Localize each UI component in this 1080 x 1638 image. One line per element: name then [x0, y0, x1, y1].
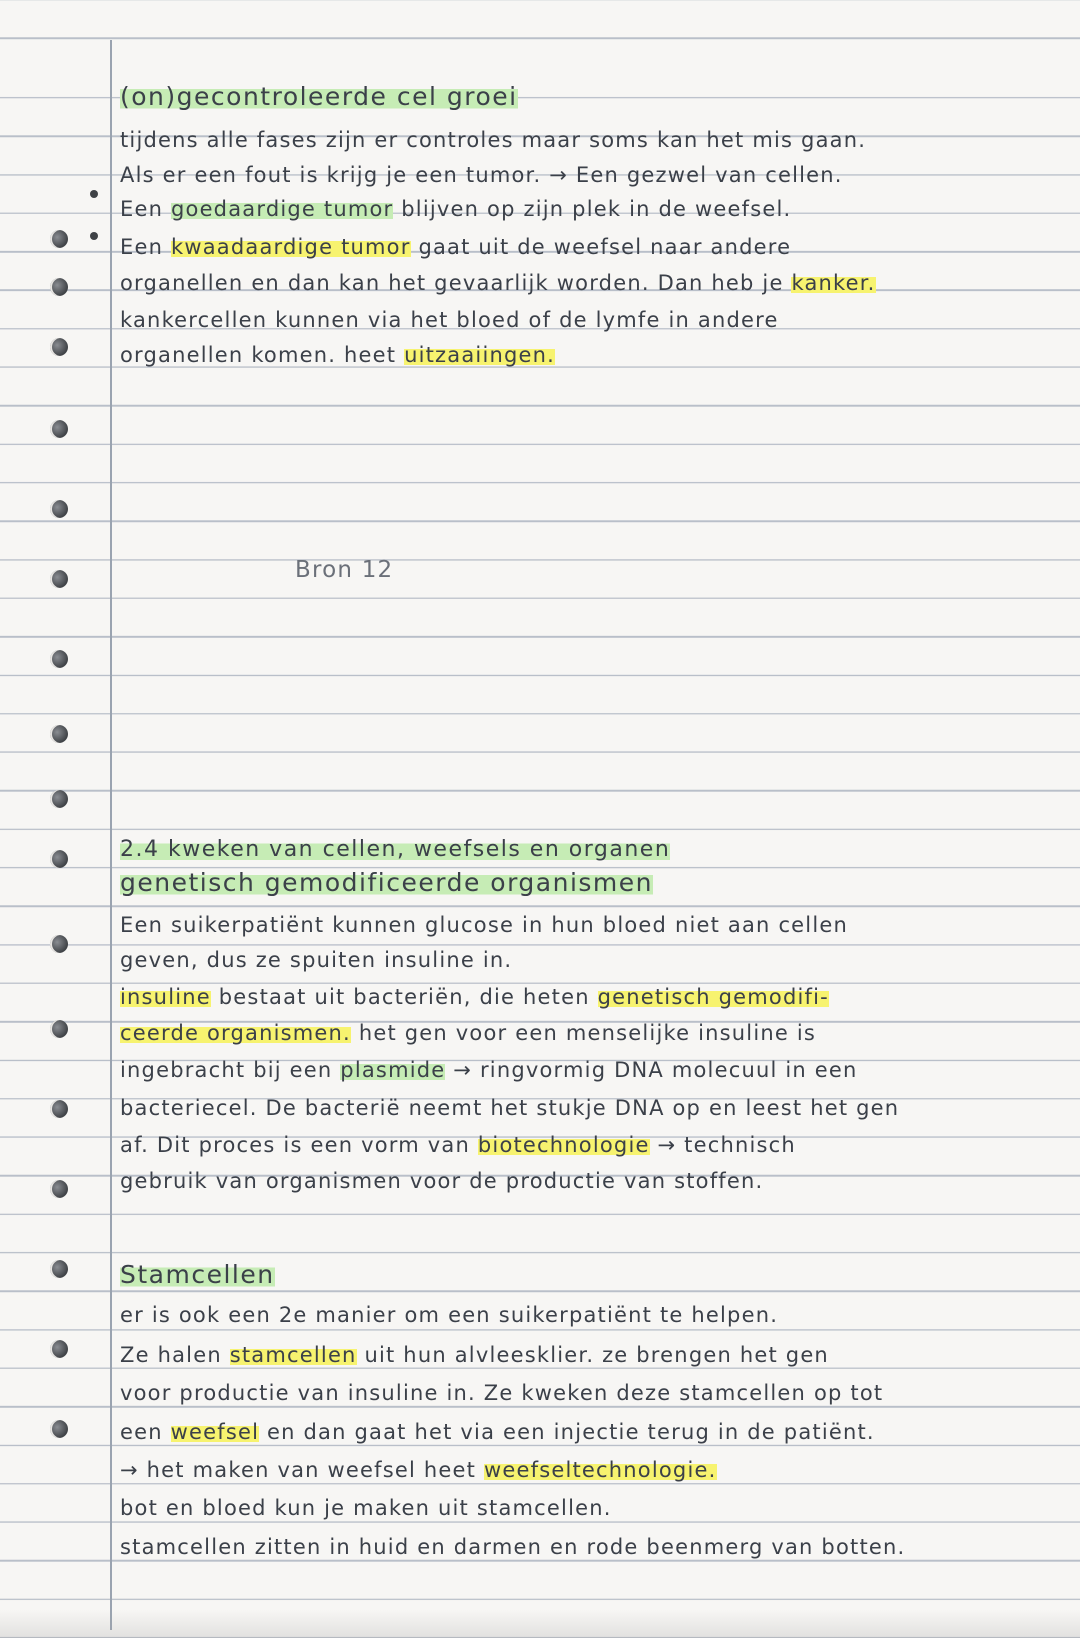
text-line: een weefsel en dan gaat het via een injectie terug in de patiënt.	[120, 1420, 875, 1444]
binder-hole	[50, 338, 68, 356]
text-line: stamcellen zitten in huid en darmen en rode beenmerg van botten.	[120, 1535, 906, 1559]
highlight-term: weefseltechnologie.	[483, 1458, 717, 1482]
text-line: af. Dit proces is een vorm van biotechnologie → technisch	[120, 1133, 796, 1157]
text-line: Een kwaadaardige tumor gaat uit de weefsel naar andere	[120, 235, 792, 259]
binder-hole	[50, 650, 68, 668]
text-line: → het maken van weefsel heet weefseltechnologie.	[120, 1458, 717, 1482]
binder-hole	[50, 230, 68, 248]
text-line: ingebracht bij een plasmide → ringvormig DNA molecuul in een	[120, 1058, 858, 1082]
bullet-dot	[90, 232, 98, 240]
binder-holes	[36, 230, 76, 1610]
text-line: gebruik van organismen voor de productie van stoffen.	[120, 1169, 764, 1193]
binder-hole	[50, 500, 68, 518]
text-line: Een goedaardige tumor blijven op zijn plek in de weefsel.	[120, 197, 792, 221]
binder-hole	[50, 1420, 68, 1438]
binder-hole	[50, 725, 68, 743]
binder-hole	[50, 570, 68, 588]
text-line: organellen en dan kan het gevaarlijk worden. Dan heb je kanker.	[120, 271, 876, 295]
binder-hole	[50, 420, 68, 438]
heading-gmo: genetisch gemodificeerde organismen	[120, 868, 654, 897]
highlight-term: plasmide	[340, 1058, 446, 1082]
bullet-dot	[90, 190, 98, 198]
binder-hole	[50, 278, 68, 296]
text-line: tijdens alle fases zijn er controles maar soms kan het mis gaan.	[120, 128, 867, 152]
text-line: er is ook een 2e manier om een suikerpatiënt te helpen.	[120, 1303, 779, 1327]
text-line: kankercellen kunnen via het bloed of de lymfe in andere	[120, 308, 779, 332]
binder-hole	[50, 1020, 68, 1038]
binder-hole	[50, 1340, 68, 1358]
margin-line	[110, 40, 112, 1630]
heading-stem-cells: Stamcellen	[120, 1260, 275, 1289]
text-line: bacteriecel. De bacterië neemt het stukje DNA op en leest het gen	[120, 1096, 900, 1120]
binder-hole	[50, 1180, 68, 1198]
highlight-term: weefsel	[170, 1420, 260, 1444]
text-line: Ze halen stamcellen uit hun alvleesklier. ze brengen het gen	[120, 1343, 829, 1367]
highlight-term: biotechnologie	[477, 1133, 650, 1157]
text-line: Een suikerpatiënt kunnen glucose in hun bloed niet aan cellen	[120, 913, 849, 937]
heading-cell-growth: (on)gecontroleerde cel groei	[120, 82, 518, 111]
binder-hole	[50, 850, 68, 868]
text-line: organellen komen. heet uitzaaiingen.	[120, 343, 556, 367]
heading-section-2-4: 2.4 kweken van cellen, weefsels en organen	[120, 837, 671, 862]
highlight-term: insuline	[120, 985, 211, 1009]
text-line: bot en bloed kun je maken uit stamcellen.	[120, 1496, 612, 1520]
highlight-term: stamcellen	[229, 1343, 357, 1367]
page-edge-shadow	[0, 1610, 1080, 1638]
text-line: voor productie van insuline in. Ze kweken deze stamcellen op tot	[120, 1381, 884, 1405]
binder-hole	[50, 790, 68, 808]
binder-hole	[50, 935, 68, 953]
text-line: ceerde organismen. het gen voor een menselijke insuline is	[120, 1021, 817, 1045]
highlight-term: goedaardige tumor	[170, 197, 394, 221]
highlight-term: ceerde organismen.	[120, 1021, 351, 1045]
highlight-term: uitzaaiingen.	[404, 343, 556, 367]
highlight-term: kanker.	[791, 271, 876, 295]
binder-hole	[50, 1260, 68, 1278]
binder-hole	[50, 1100, 68, 1118]
highlight-term: kwaadaardige tumor	[170, 235, 411, 259]
text-line: insuline bestaat uit bacteriën, die heten genetisch gemodifi-	[120, 985, 829, 1009]
text-line: Als er een fout is krijg je een tumor. → Een gezwel van cellen.	[120, 163, 843, 187]
source-label: Bron 12	[295, 557, 394, 583]
text-line: geven, dus ze spuiten insuline in.	[120, 948, 513, 972]
highlight-term: genetisch gemodifi-	[597, 985, 829, 1009]
